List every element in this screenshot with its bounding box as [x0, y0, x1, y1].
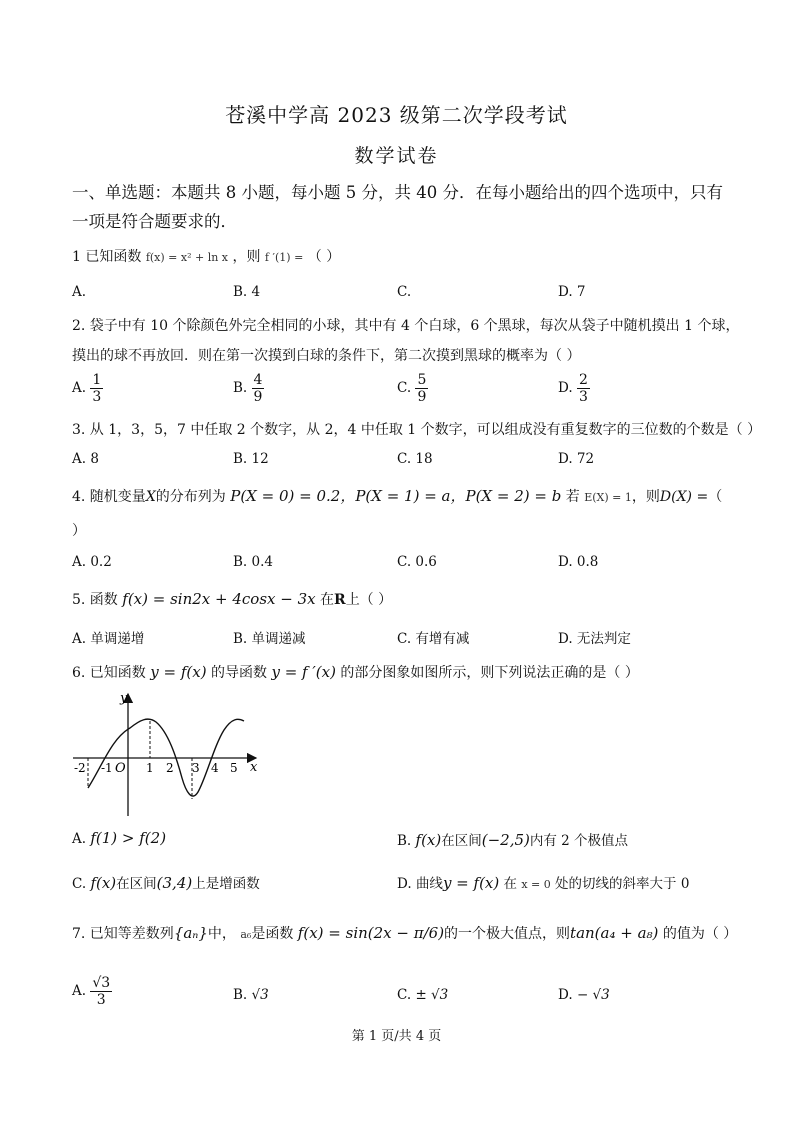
fraction-denominator: 3 — [96, 992, 106, 1008]
q7-option-a — [72, 975, 112, 1008]
q2-option-d-fraction — [577, 372, 590, 405]
question-6 — [72, 662, 639, 682]
fraction-numerator: 1 — [92, 372, 102, 388]
q4-mid: 的分布列为 — [155, 489, 226, 505]
tick-label: 5 — [230, 761, 238, 775]
q7-mid1: 中， — [207, 926, 236, 942]
q7-option-b-value: √3 — [251, 987, 269, 1003]
origin-label: O — [115, 761, 126, 776]
q6-formula1: y = f(x) — [150, 663, 207, 681]
q1-option-c: C. — [397, 284, 412, 300]
q4-paren-close: ） — [72, 523, 86, 539]
q1-mid: ，则 — [232, 249, 261, 265]
q1-option-a: A. — [72, 284, 87, 300]
tick-label: -2 — [74, 761, 86, 775]
q6-prefix: 6. 已知函数 — [72, 665, 146, 681]
q4-ask: ，则 — [631, 489, 660, 505]
q4-var: X — [145, 489, 156, 505]
q6-option-d-label: D. — [397, 876, 412, 892]
q6-suffix: 的部分图象如图所示，则下列说法正确的是（ ） — [340, 665, 639, 681]
exam-title: 苍溪中学高 2023 级第二次学段考试 — [225, 103, 568, 127]
question-2-line1: 2. 袋子中有 10 个除颜色外完全相同的小球，其中有 4 个白球，6 个黑球，每次从袋子中随机摸出 1 个球， — [72, 318, 740, 334]
derivative-graph — [68, 688, 268, 820]
q6-option-a — [72, 829, 166, 847]
question-2-line2: 摸出的球不再放回．则在第一次摸到白球的条件下，第二次摸到黑球的概率为（ ） — [72, 348, 581, 364]
fraction-numerator: 5 — [417, 372, 427, 388]
q6-formula2: y = f ′(x) — [271, 663, 336, 681]
q7-option-c-value: ± √3 — [415, 987, 449, 1003]
fraction-denominator: 3 — [92, 389, 102, 405]
tick-label: 2 — [166, 761, 174, 775]
fraction-numerator: √3 — [92, 975, 111, 991]
q4-ask-formula: D(X) = — [659, 489, 709, 505]
q7-option-c-label: C. — [397, 987, 412, 1003]
fraction-numerator: 2 — [578, 372, 588, 388]
q1-option-b: B. 4 — [233, 284, 261, 300]
q6-option-c-interval: (3,4) — [156, 874, 193, 892]
q6-option-a-label: A. — [72, 831, 87, 847]
question-3: 3. 从 1，3，5，7 中任取 2 个数字，从 2，4 中任取 1 个数字，可以组成没有重复数字的三位数的个数是（ ） — [72, 422, 762, 438]
q6-option-d-formula: y = f(x) — [442, 874, 500, 892]
q6-mid: 的导函数 — [211, 665, 268, 681]
q1-formula2: f ′(1) = — [264, 251, 304, 264]
q7-mid2: 是函数 — [251, 926, 294, 942]
q2-option-a-label: A. — [72, 380, 87, 396]
q7-a6: a₆ — [240, 928, 252, 941]
tick-label: 3 — [192, 761, 200, 775]
q6-option-c-label: C. — [72, 876, 87, 892]
q3-option-d: D. 72 — [558, 451, 595, 467]
q6-option-b-label: B. — [397, 833, 412, 849]
q2-option-d — [558, 372, 590, 405]
q1-prefix: 1 已知函数 — [72, 249, 142, 265]
q6-option-b-formula: f(x) — [415, 831, 442, 849]
q7-option-c — [397, 987, 448, 1003]
q2-option-b — [233, 372, 264, 405]
q6-option-d-point: x = 0 — [521, 878, 551, 891]
q1-suffix: （ ） — [307, 249, 341, 265]
q4-option-b: B. 0.4 — [233, 554, 273, 570]
fraction-denominator: 3 — [578, 389, 588, 405]
q3-option-a: A. 8 — [72, 451, 99, 467]
fraction-denominator: 9 — [253, 389, 263, 405]
page-number: 第 1 页/共 4 页 — [351, 1029, 442, 1044]
q5-option-a: A. 单调递增 — [72, 631, 145, 647]
q6-option-d-text2: 处的切线的斜率大于 0 — [555, 876, 690, 892]
q2-option-c — [397, 372, 428, 405]
q7-option-a-label: A. — [72, 983, 87, 999]
q5-option-d: D. 无法判定 — [558, 631, 631, 647]
q7-prefix: 7. 已知等差数列 — [72, 926, 174, 942]
section-heading: 一、单选题：本题共 8 小题，每小题 5 分，共 40 分．在每小题给出的四个选项中，只有一项是符合题要求的． — [72, 183, 723, 231]
q2-option-a — [72, 372, 103, 405]
q6-option-b — [397, 829, 628, 849]
q7-option-d-value: − √3 — [576, 987, 610, 1003]
q7-option-b — [233, 987, 269, 1003]
q7-option-d-label: D. — [558, 987, 573, 1003]
q7-mid3: 的一个极大值点，则 — [444, 926, 571, 942]
q4-cond-formula: E(X) = 1 — [584, 491, 632, 504]
q7-formula: f(x) = sin(2x − π/6) — [297, 924, 445, 942]
q7-option-b-label: B. — [233, 987, 248, 1003]
q5-suffix: 上（ ） — [345, 592, 393, 608]
q6-option-a-formula: f(1) > f(2) — [90, 829, 167, 847]
q5-mid: 在 — [320, 592, 335, 608]
tick-label: 1 — [146, 761, 154, 775]
q2-option-a-fraction — [90, 372, 103, 405]
question-4 — [72, 485, 722, 506]
question-5 — [72, 589, 392, 609]
question-7 — [72, 923, 737, 943]
q6-option-c — [72, 872, 260, 892]
q7-suffix: 的值为（ ） — [662, 926, 738, 942]
q4-cond: 若 — [565, 489, 580, 505]
q5-formula: f(x) = sin2x + 4cosx − 3x — [122, 590, 316, 608]
tick-label: -1 — [101, 761, 113, 775]
q5-set: R — [334, 592, 346, 608]
q6-option-d-text0: 曲线 — [415, 876, 443, 892]
q4-formula: P(X = 0) = 0.2，P(X = 1) = a，P(X = 2) = b — [230, 487, 562, 505]
q4-option-c: C. 0.6 — [397, 554, 437, 570]
q6-option-b-text1: 在区间 — [441, 833, 482, 849]
q7-option-a-fraction — [90, 975, 112, 1008]
fraction-numerator: 4 — [253, 372, 263, 388]
q6-option-d-text1: 在 — [503, 876, 518, 892]
q2-option-b-label: B. — [233, 380, 248, 396]
q3-option-b: B. 12 — [233, 451, 269, 467]
q6-option-b-text2: 内有 2 个极值点 — [529, 833, 629, 849]
q5-option-b: B. 单调递减 — [233, 631, 306, 647]
q2-option-d-label: D. — [558, 380, 573, 396]
q1-option-d: D. 7 — [558, 284, 586, 300]
q4-paren-open: （ — [708, 489, 723, 505]
q6-option-c-text1: 在区间 — [116, 876, 157, 892]
q2-option-c-fraction — [415, 372, 428, 405]
tick-label: 4 — [211, 761, 219, 775]
q6-option-b-interval: (−2,5) — [481, 831, 530, 849]
q7-formula2: tan(a₄ + a₈) — [570, 924, 659, 942]
q1-formula: f(x) = x² + ln x — [145, 251, 229, 264]
exam-subtitle: 数学试卷 — [354, 145, 439, 167]
q4-option-d: D. 0.8 — [558, 554, 599, 570]
q5-prefix: 5. 函数 — [72, 592, 118, 608]
q7-sequence: {aₙ} — [173, 924, 208, 942]
x-axis-label: x — [250, 760, 258, 775]
q6-option-c-formula: f(x) — [90, 874, 117, 892]
q5-option-c: C. 有增有减 — [397, 631, 470, 647]
question-1 — [72, 246, 340, 266]
q4-prefix: 4. 随机变量 — [72, 489, 146, 505]
q2-option-b-fraction — [252, 372, 265, 405]
q3-option-c: C. 18 — [397, 451, 433, 467]
q7-option-d — [558, 987, 610, 1003]
fraction-denominator: 9 — [417, 389, 427, 405]
q4-option-a: A. 0.2 — [72, 554, 112, 570]
q6-option-d — [397, 872, 689, 892]
y-axis-label: y — [120, 691, 128, 706]
q2-option-c-label: C. — [397, 380, 412, 396]
q6-option-c-text2: 上是增函数 — [192, 876, 260, 892]
